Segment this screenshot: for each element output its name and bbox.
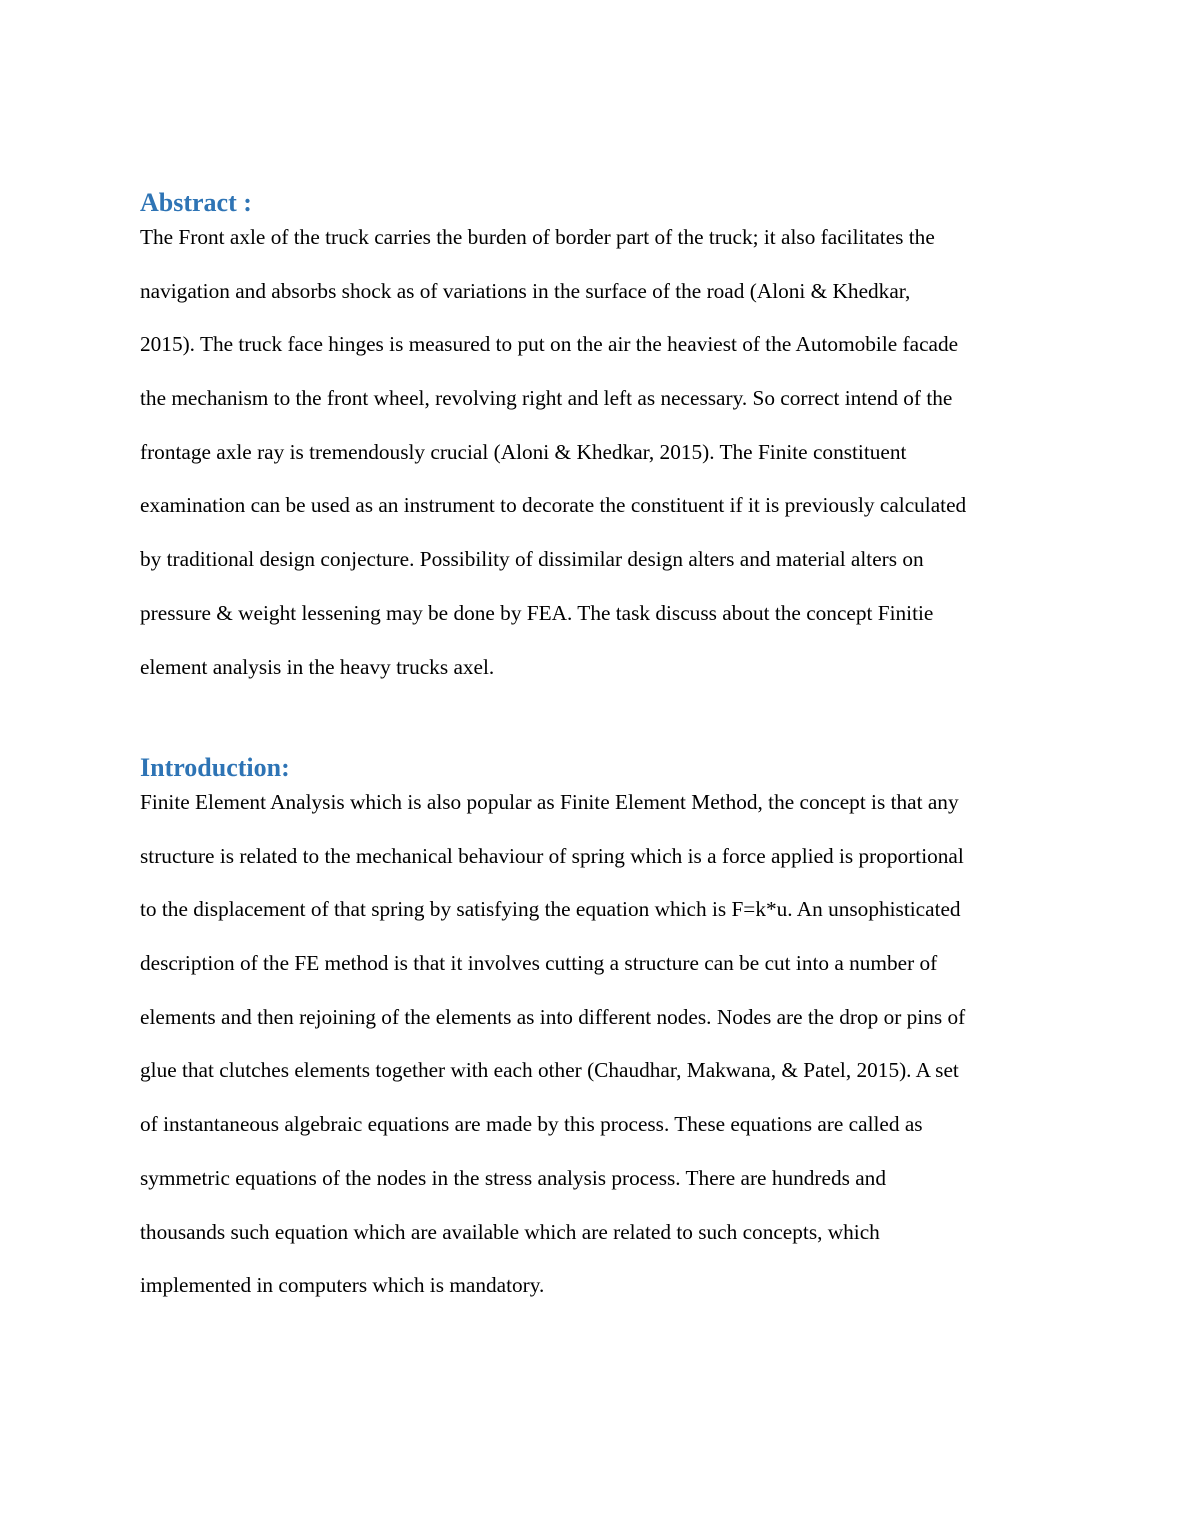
introduction-line: symmetric equations of the nodes in the stress analysis process. There are hundreds and — [140, 1165, 886, 1190]
abstract-line: 2015). The truck face hinges is measured to put on the air the heaviest of the Automobile facade — [140, 332, 959, 357]
abstract-line: frontage axle ray is tremendously crucial (Aloni & Khedkar, 2015). The Finite constituent — [140, 439, 907, 464]
introduction-heading: Introduction: — [140, 753, 290, 782]
introduction-line: elements and then rejoining of the elements as into different nodes. Nodes are the drop or pins of — [140, 1004, 966, 1029]
abstract-line: navigation and absorbs shock as of variations in the surface of the road (Aloni & Khedkar, — [140, 278, 911, 303]
introduction-line: to the displacement of that spring by satisfying the equation which is F=k*u. An unsophisticated — [140, 897, 961, 922]
introduction-line: structure is related to the mechanical behaviour of spring which is a force applied is proportional — [140, 843, 964, 868]
introduction-line: thousands such equation which are available which are related to such concepts, which — [140, 1219, 880, 1244]
introduction-line: Finite Element Analysis which is also popular as Finite Element Method, the concept is that any — [140, 790, 959, 814]
abstract-line: The Front axle of the truck carries the burden of border part of the truck; it also facilitates the — [140, 225, 935, 249]
introduction-line: glue that clutches elements together with each other (Chaudhar, Makwana, & Patel, 2015). A set — [140, 1058, 959, 1083]
abstract-line: pressure & weight lessening may be done by FEA. The task discuss about the concept Finitie — [140, 600, 934, 625]
introduction-line: implemented in computers which is mandatory. — [140, 1273, 545, 1298]
abstract-paragraph — [140, 220, 1052, 703]
introduction-line: of instantaneous algebraic equations are made by this process. These equations are called as — [140, 1112, 923, 1137]
abstract-section — [140, 186, 1052, 703]
abstract-heading: Abstract : — [140, 188, 252, 217]
introduction-paragraph — [140, 785, 1052, 1322]
abstract-line: examination can be used as an instrument to decorate the constituent if it is previously calculated — [140, 493, 967, 518]
abstract-line: by traditional design conjecture. Possibility of dissimilar design alters and material alters on — [140, 547, 924, 572]
introduction-line: description of the FE method is that it involves cutting a structure can be cut into a number of — [140, 951, 938, 976]
introduction-section — [140, 751, 1052, 1322]
abstract-line: element analysis in the heavy trucks axel. — [140, 654, 495, 679]
abstract-line: the mechanism to the front wheel, revolving right and left as necessary. So correct intend of the — [140, 386, 953, 411]
